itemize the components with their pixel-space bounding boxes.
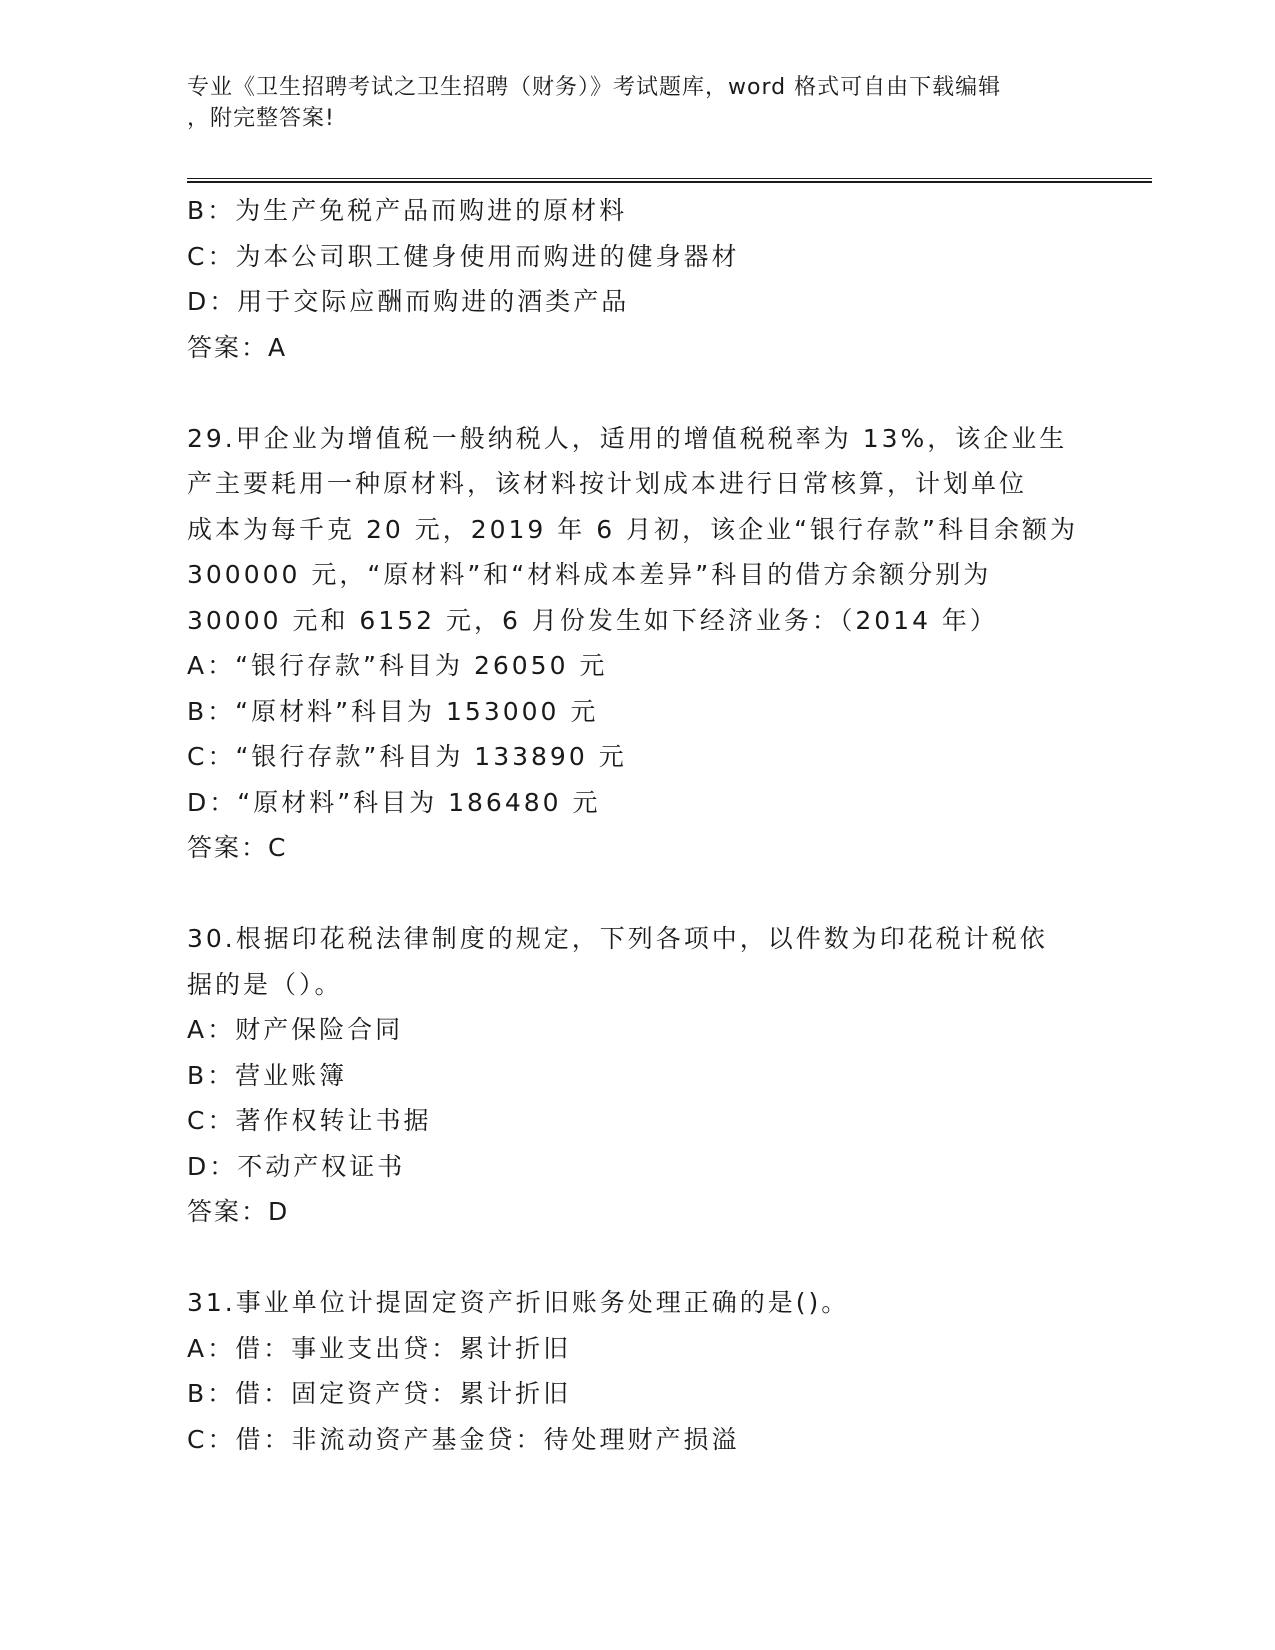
option-a: A：借：事业支出贷：累计折旧 xyxy=(187,1333,572,1363)
question-block-30 xyxy=(187,916,1087,1235)
question-text-line: 成本为每千克 20 元，2019 年 6 月初，该企业“银行存款”科目余额为 xyxy=(187,514,1078,544)
option-b: B：“原材料”科目为 153000 元 xyxy=(187,696,599,726)
question-block-28 xyxy=(187,188,1087,370)
question-block-31 xyxy=(187,1280,1087,1462)
header-line-2: ，附完整答案! xyxy=(187,106,335,131)
question-text-line: 据的是（）。 xyxy=(187,969,343,999)
option-d: D：不动产权证书 xyxy=(187,1151,406,1181)
header-divider-thin xyxy=(187,178,1152,179)
question-text-line: 300000 元，“原材料”和“材料成本差异”科目的借方余额分别为 xyxy=(187,560,992,589)
document-header xyxy=(187,72,1067,134)
option-b: B：借：固定资产贷：累计折旧 xyxy=(187,1379,572,1408)
header-divider-thick xyxy=(187,181,1152,183)
option-a: A：财产保险合同 xyxy=(187,1015,404,1044)
answer: 答案：C xyxy=(187,833,288,862)
option-b: B：为生产免税产品而购进的原材料 xyxy=(187,196,628,225)
option-b: B：营业账簿 xyxy=(187,1060,348,1090)
answer: 答案：D xyxy=(187,1197,290,1226)
option-d: D：“原材料”科目为 186480 元 xyxy=(187,787,601,817)
question-text-line: 30.根据印花税法律制度的规定，下列各项中，以件数为印花税计税依 xyxy=(187,924,1048,953)
header-line-1: 专业《卫生招聘考试之卫生招聘（财务）》考试题库，word 格式可自由下载编辑 xyxy=(187,75,1002,100)
question-text-line: 29.甲企业为增值税一般纳税人，适用的增值税税率为 13%，该企业生 xyxy=(187,423,1068,453)
spacer xyxy=(187,871,1087,917)
option-c: C：“银行存款”科目为 133890 元 xyxy=(187,742,627,771)
question-text-line: 31.事业单位计提固定资产折旧账务处理正确的是()。 xyxy=(187,1288,850,1317)
question-block-29 xyxy=(187,416,1087,871)
spacer xyxy=(187,1235,1087,1281)
option-c: C：著作权转让书据 xyxy=(187,1106,432,1135)
question-text-line: 30000 元和 6152 元，6 月份发生如下经济业务：（2014 年） xyxy=(187,605,998,635)
spacer xyxy=(187,370,1087,416)
question-text-line: 产主要耗用一种原材料，该材料按计划成本进行日常核算，计划单位 xyxy=(187,469,1028,498)
option-c: C：借：非流动资产基金贷：待处理财产损溢 xyxy=(187,1424,740,1454)
option-d: D：用于交际应酬而购进的酒类产品 xyxy=(187,287,630,316)
answer: 答案：A xyxy=(187,332,288,362)
option-c: C：为本公司职工健身使用而购进的健身器材 xyxy=(187,241,740,271)
option-a: A：“银行存款”科目为 26050 元 xyxy=(187,651,608,680)
question-list xyxy=(187,188,1087,1462)
